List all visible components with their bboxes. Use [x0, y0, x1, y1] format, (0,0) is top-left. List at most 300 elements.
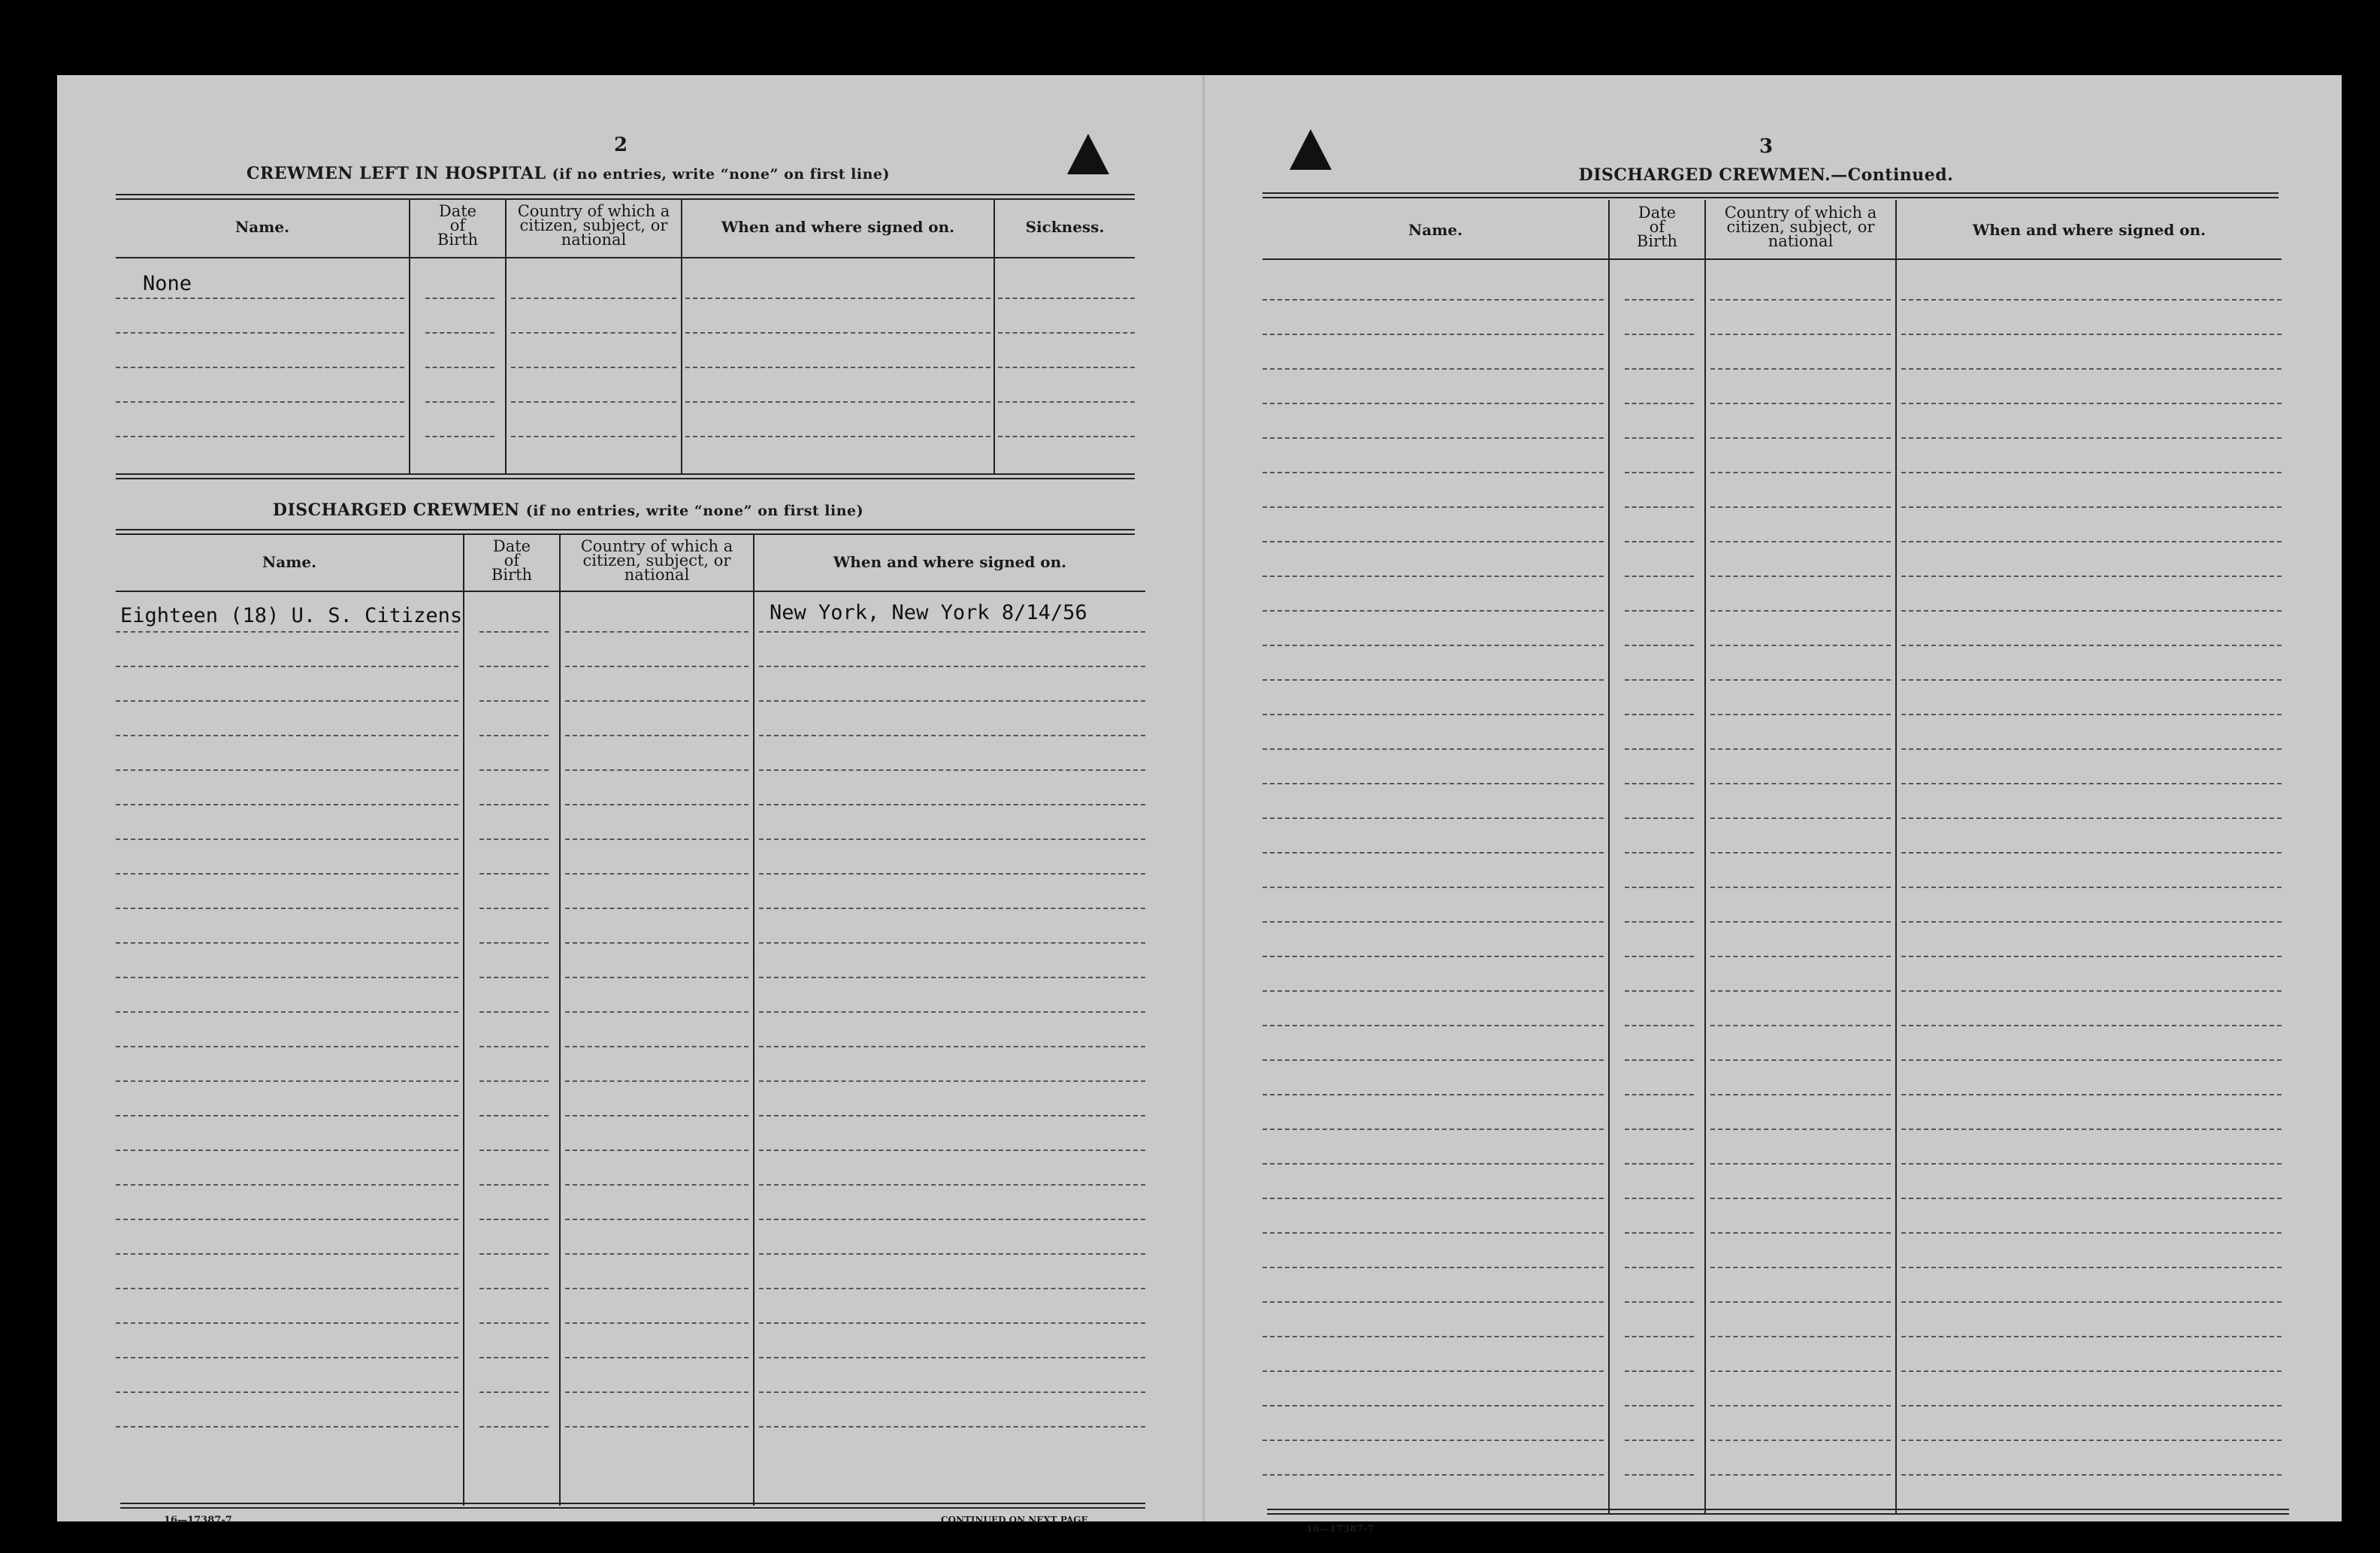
dashed-row-line — [1710, 1336, 1891, 1337]
hospital-col-name: Name. — [234, 218, 290, 236]
hospital-bottom-rule — [116, 473, 1135, 479]
discharged-title-text: DISCHARGED CREWMEN — [272, 500, 520, 520]
dashed-row-line — [1263, 748, 1604, 750]
dashed-row-line — [759, 666, 1145, 667]
dashed-row-line — [1263, 714, 1604, 715]
dashed-row-line — [116, 1011, 458, 1013]
dashed-row-line — [479, 1253, 549, 1255]
dashed-row-line — [998, 436, 1135, 437]
dashed-row-line — [479, 1322, 549, 1324]
dashed-row-line — [425, 436, 494, 437]
dashed-row-line — [1901, 679, 2282, 681]
continued-note: CONTINUED ON NEXT PAGE. — [941, 1515, 1091, 1525]
discharged-col-dob: Date of Birth — [491, 537, 533, 584]
dashed-row-line — [425, 332, 494, 334]
dashed-row-line — [1263, 541, 1604, 542]
dashed-row-line — [511, 401, 676, 403]
dashed-row-line — [1625, 1370, 1694, 1372]
dashed-row-line — [759, 735, 1145, 736]
dashed-row-line — [116, 1219, 458, 1220]
dashed-row-line — [565, 873, 748, 875]
dashed-row-line — [479, 873, 549, 875]
dashed-row-line — [1901, 403, 2282, 404]
dashed-row-line — [1710, 1059, 1891, 1061]
dashed-row-line — [759, 1322, 1145, 1324]
discharged-col-signed-on: When and where signed on. — [833, 553, 1067, 571]
dashed-row-line — [1710, 472, 1891, 473]
dashed-row-line — [1625, 1232, 1694, 1234]
dashed-row-line — [565, 1219, 748, 1220]
dashed-row-line — [1263, 921, 1604, 923]
dashed-row-line — [1901, 610, 2282, 612]
dashed-row-line — [1625, 1025, 1694, 1026]
dashed-row-line — [479, 769, 549, 771]
dashed-row-line — [565, 1184, 748, 1186]
dashed-row-line — [479, 700, 549, 702]
dashed-row-line — [1625, 645, 1694, 646]
dashed-row-line — [116, 769, 458, 771]
dashed-row-line — [1263, 1267, 1604, 1268]
dashed-row-line — [565, 1150, 748, 1151]
hospital-col-country: Country of which a citizen, subject, or national — [517, 202, 670, 249]
hospital-top-rule — [116, 194, 1135, 200]
dashed-row-line — [116, 1150, 458, 1151]
registration-triangle-icon — [1290, 129, 1332, 170]
dashed-row-line — [1625, 610, 1694, 612]
dashed-row-line — [998, 298, 1135, 299]
hospital-col-signed-on: When and where signed on. — [721, 218, 955, 236]
dashed-row-line — [1263, 1198, 1604, 1199]
dashed-row-line — [1710, 645, 1891, 646]
dashed-row-line — [116, 631, 458, 633]
dashed-row-line — [1901, 541, 2282, 542]
right-col-signed-on: When and where signed on. — [1972, 221, 2206, 239]
right-col-country: Country of which a citizen, subject, or national — [1724, 204, 1877, 250]
dashed-row-line — [116, 1288, 458, 1289]
dashed-row-line — [1901, 714, 2282, 715]
dashed-row-line — [1625, 334, 1694, 335]
dashed-row-line — [565, 666, 748, 667]
dashed-row-line — [1263, 1370, 1604, 1372]
dashed-row-line — [1263, 1440, 1604, 1441]
dashed-row-line — [116, 873, 458, 875]
dashed-row-line — [1263, 1336, 1604, 1337]
dashed-row-line — [1710, 1198, 1891, 1199]
dashed-row-line — [759, 977, 1145, 978]
dashed-row-line — [565, 1288, 748, 1289]
hospital-title-text: CREWMEN LEFT IN HOSPITAL — [246, 164, 546, 183]
dashed-row-line — [1263, 1025, 1604, 1026]
dashed-row-line — [759, 769, 1145, 771]
dashed-row-line — [1263, 368, 1604, 370]
dashed-row-line — [1625, 368, 1694, 370]
dashed-row-line — [565, 1357, 748, 1358]
dashed-row-line — [1263, 299, 1604, 301]
dashed-row-line — [479, 735, 549, 736]
dashed-row-line — [1901, 506, 2282, 508]
dashed-row-line — [1710, 1301, 1891, 1303]
dashed-row-line — [1263, 1301, 1604, 1303]
dashed-row-line — [1625, 714, 1694, 715]
dashed-row-line — [479, 1150, 549, 1151]
dashed-row-line — [479, 1011, 549, 1013]
dashed-row-line — [1263, 990, 1604, 992]
dashed-row-line — [1901, 1440, 2282, 1441]
dashed-row-line — [116, 804, 458, 805]
dashed-row-line — [1263, 817, 1604, 819]
dashed-row-line — [479, 908, 549, 909]
hospital-header-rule — [116, 257, 1135, 258]
right-top-rule — [1263, 192, 2279, 198]
dashed-row-line — [1901, 1025, 2282, 1026]
dashed-row-line — [998, 401, 1135, 403]
dashed-row-line — [1710, 368, 1891, 370]
dashed-row-line — [116, 332, 404, 334]
dashed-row-line — [759, 1253, 1145, 1255]
dashed-row-line — [759, 1011, 1145, 1013]
dashed-row-line — [479, 1288, 549, 1289]
dashed-row-line — [565, 1322, 748, 1324]
dashed-row-line — [116, 1115, 458, 1116]
dashed-row-line — [479, 804, 549, 805]
dashed-row-line — [759, 1115, 1145, 1116]
dashed-row-line — [1625, 541, 1694, 542]
dashed-row-line — [1901, 990, 2282, 992]
dashed-row-line — [1710, 748, 1891, 750]
right-header-rule — [1263, 258, 2282, 260]
dashed-row-line — [479, 631, 549, 633]
dashed-row-line — [1710, 1094, 1891, 1095]
dashed-row-line — [116, 436, 404, 437]
dashed-row-line — [1710, 1232, 1891, 1234]
dashed-row-line — [759, 908, 1145, 909]
dashed-row-line — [1710, 1267, 1891, 1268]
dashed-row-line — [1625, 576, 1694, 577]
right-col-name: Name. — [1408, 221, 1463, 239]
dashed-row-line — [565, 1391, 748, 1393]
dashed-row-line — [565, 942, 748, 944]
dashed-row-line — [1625, 1474, 1694, 1476]
dashed-row-line — [1901, 368, 2282, 370]
dashed-row-line — [116, 1046, 458, 1047]
dashed-row-line — [565, 1426, 748, 1428]
dashed-row-line — [511, 436, 676, 437]
dashed-row-line — [1263, 1059, 1604, 1061]
dashed-row-line — [1263, 576, 1604, 577]
dashed-row-line — [1625, 748, 1694, 750]
dashed-row-line — [1625, 299, 1694, 301]
dashed-row-line — [479, 1426, 549, 1428]
page-number: 2 — [613, 134, 628, 156]
dashed-row-line — [1710, 1163, 1891, 1165]
dashed-row-line — [565, 908, 748, 909]
dashed-row-line — [1625, 1301, 1694, 1303]
discharged-col-line — [559, 535, 561, 1506]
dashed-row-line — [1901, 334, 2282, 335]
dashed-row-line — [1625, 887, 1694, 888]
dashed-row-line — [759, 631, 1145, 633]
dashed-row-line — [1263, 783, 1604, 784]
dashed-row-line — [1710, 921, 1891, 923]
dashed-row-line — [116, 666, 458, 667]
dashed-row-line — [1901, 1370, 2282, 1372]
dashed-row-line — [511, 367, 676, 368]
dashed-row-line — [425, 401, 494, 403]
dashed-row-line — [1901, 921, 2282, 923]
discharged-section-title — [117, 500, 1019, 520]
dashed-row-line — [998, 332, 1135, 334]
hospital-title-note: (if no entries, write “none” on first line) — [552, 166, 891, 183]
discharged-top-rule — [116, 529, 1135, 535]
hospital-entry-none: None — [143, 272, 192, 295]
dashed-row-line — [1710, 817, 1891, 819]
dashed-row-line — [1263, 1474, 1604, 1476]
dashed-row-line — [1901, 1405, 2282, 1406]
dashed-row-line — [1901, 748, 2282, 750]
dashed-row-line — [1625, 1163, 1694, 1165]
dashed-row-line — [998, 367, 1135, 368]
dashed-row-line — [479, 666, 549, 667]
dashed-row-line — [759, 1150, 1145, 1151]
dashed-row-line — [479, 1080, 549, 1082]
dashed-row-line — [1625, 921, 1694, 923]
left-page — [57, 75, 1260, 1526]
dashed-row-line — [1710, 679, 1891, 681]
dashed-row-line — [1901, 645, 2282, 646]
dashed-row-line — [116, 838, 458, 840]
discharged-col-line — [463, 535, 464, 1506]
right-col-line — [1608, 200, 1610, 1513]
hospital-col-line — [681, 200, 682, 473]
dashed-row-line — [565, 769, 748, 771]
dashed-row-line — [1901, 1163, 2282, 1165]
dashed-row-line — [1625, 956, 1694, 957]
dashed-row-line — [1710, 852, 1891, 854]
dashed-row-line — [565, 1046, 748, 1047]
dashed-row-line — [1710, 334, 1891, 335]
dashed-row-line — [479, 942, 549, 944]
dashed-row-line — [1263, 956, 1604, 957]
dashed-row-line — [1625, 1198, 1694, 1199]
dashed-row-line — [479, 1357, 549, 1358]
dashed-row-line — [1710, 1128, 1891, 1130]
dashed-row-line — [565, 838, 748, 840]
dashed-row-line — [116, 1391, 458, 1393]
dashed-row-line — [1625, 990, 1694, 992]
dashed-row-line — [685, 436, 990, 437]
dashed-row-line — [1710, 714, 1891, 715]
dashed-row-line — [1710, 887, 1891, 888]
dashed-row-line — [1625, 403, 1694, 404]
dashed-row-line — [116, 908, 458, 909]
right-col-line — [1895, 200, 1897, 1513]
dashed-row-line — [759, 1391, 1145, 1393]
discharged-entry-name: Eighteen (18) U. S. Citizens — [120, 604, 463, 627]
dashed-row-line — [1901, 783, 2282, 784]
hospital-col-sickness: Sickness. — [1025, 218, 1105, 236]
dashed-row-line — [1263, 1094, 1604, 1095]
dashed-row-line — [1710, 437, 1891, 439]
dashed-row-line — [685, 401, 990, 403]
right-col-dob: Date of Birth — [1636, 204, 1678, 250]
dashed-row-line — [759, 838, 1145, 840]
dashed-row-line — [1901, 1474, 2282, 1476]
dashed-row-line — [1625, 506, 1694, 508]
dashed-row-line — [759, 1046, 1145, 1047]
dashed-row-line — [1710, 1025, 1891, 1026]
dashed-row-line — [1710, 1370, 1891, 1372]
dashed-row-line — [479, 1184, 549, 1186]
dashed-row-line — [1263, 403, 1604, 404]
hospital-col-line — [993, 200, 995, 473]
dashed-row-line — [116, 1253, 458, 1255]
dashed-row-line — [1710, 541, 1891, 542]
dashed-row-line — [1625, 472, 1694, 473]
registration-triangle-icon — [1067, 134, 1109, 174]
dashed-row-line — [479, 838, 549, 840]
dashed-row-line — [565, 1253, 748, 1255]
dashed-row-line — [565, 700, 748, 702]
dashed-row-line — [1263, 437, 1604, 439]
dashed-row-line — [1625, 852, 1694, 854]
dashed-row-line — [1901, 1267, 2282, 1268]
dashed-row-line — [1710, 990, 1891, 992]
dashed-row-line — [1901, 887, 2282, 888]
dashed-row-line — [1901, 817, 2282, 819]
dashed-row-line — [1625, 1128, 1694, 1130]
dashed-row-line — [565, 631, 748, 633]
dashed-row-line — [1263, 334, 1604, 335]
dashed-row-line — [1263, 610, 1604, 612]
dashed-row-line — [1625, 1336, 1694, 1337]
dashed-row-line — [1263, 1232, 1604, 1234]
dashed-row-line — [1901, 852, 2282, 854]
discharged-title-note: (if no entries, write “none” on first line) — [525, 503, 864, 519]
dashed-row-line — [479, 1046, 549, 1047]
page-number: 3 — [1759, 135, 1774, 158]
discharged-col-country: Country of which a citizen, subject, or national — [580, 537, 733, 584]
dashed-row-line — [759, 1288, 1145, 1289]
dashed-row-line — [1625, 1094, 1694, 1095]
dashed-row-line — [759, 1357, 1145, 1358]
dashed-row-line — [565, 1011, 748, 1013]
dashed-row-line — [1263, 645, 1604, 646]
form-number: 16—17387-7 — [164, 1515, 232, 1526]
dashed-row-line — [759, 804, 1145, 805]
right-col-line — [1704, 200, 1706, 1513]
dashed-row-line — [565, 1080, 748, 1082]
dashed-row-line — [1710, 610, 1891, 612]
dashed-row-line — [759, 1219, 1145, 1220]
dashed-row-line — [759, 1080, 1145, 1082]
dashed-row-line — [1263, 1405, 1604, 1406]
hospital-section-title — [117, 164, 1019, 183]
dashed-row-line — [1625, 1059, 1694, 1061]
dashed-row-line — [511, 332, 676, 334]
dashed-row-line — [116, 401, 404, 403]
dashed-row-line — [1625, 1440, 1694, 1441]
dashed-row-line — [116, 1080, 458, 1082]
dashed-row-line — [1710, 576, 1891, 577]
dashed-row-line — [1710, 403, 1891, 404]
dashed-row-line — [565, 804, 748, 805]
dashed-row-line — [1710, 1440, 1891, 1441]
dashed-row-line — [1901, 1094, 2282, 1095]
dashed-row-line — [1901, 1198, 2282, 1199]
dashed-row-line — [759, 942, 1145, 944]
dashed-row-line — [1263, 852, 1604, 854]
dashed-row-line — [1901, 437, 2282, 439]
dashed-row-line — [685, 367, 990, 368]
dashed-row-line — [1625, 1405, 1694, 1406]
dashed-row-line — [425, 367, 494, 368]
discharged-col-line — [753, 535, 755, 1506]
right-section-title: DISCHARGED CREWMEN.—Continued. — [1578, 165, 1954, 185]
dashed-row-line — [1263, 1128, 1604, 1130]
dashed-row-line — [1263, 472, 1604, 473]
discharged-bottom-rule — [120, 1503, 1145, 1509]
dashed-row-line — [759, 1426, 1145, 1428]
dashed-row-line — [1901, 576, 2282, 577]
form-number: 16—17387-7 — [1306, 1524, 1374, 1535]
dashed-row-line — [116, 942, 458, 944]
dashed-row-line — [1901, 299, 2282, 301]
dashed-row-line — [479, 977, 549, 978]
dashed-row-line — [1901, 1059, 2282, 1061]
dashed-row-line — [1901, 1336, 2282, 1337]
dashed-row-line — [1710, 1474, 1891, 1476]
dashed-row-line — [479, 1391, 549, 1393]
dashed-row-line — [1710, 506, 1891, 508]
dashed-row-line — [116, 735, 458, 736]
dashed-row-line — [1901, 472, 2282, 473]
hospital-col-dob: Date of Birth — [437, 202, 479, 249]
dashed-row-line — [116, 367, 404, 368]
dashed-row-line — [116, 700, 458, 702]
dashed-row-line — [479, 1115, 549, 1116]
dashed-row-line — [565, 1115, 748, 1116]
dashed-row-line — [1263, 1163, 1604, 1165]
dashed-row-line — [685, 298, 990, 299]
discharged-header-rule — [116, 591, 1145, 592]
dashed-row-line — [565, 977, 748, 978]
dashed-row-line — [116, 1426, 458, 1428]
dashed-row-line — [116, 1322, 458, 1324]
dashed-row-line — [1901, 956, 2282, 957]
dashed-row-line — [479, 1219, 549, 1220]
dashed-row-line — [116, 298, 404, 299]
dashed-row-line — [1625, 1267, 1694, 1268]
dashed-row-line — [1710, 956, 1891, 957]
dashed-row-line — [565, 735, 748, 736]
dashed-row-line — [1263, 679, 1604, 681]
dashed-row-line — [1625, 783, 1694, 784]
dashed-row-line — [116, 977, 458, 978]
discharged-entry-signed-on: New York, New York 8/14/56 — [770, 601, 1087, 624]
dashed-row-line — [759, 873, 1145, 875]
discharged-col-name: Name. — [262, 553, 317, 571]
dashed-row-line — [1625, 437, 1694, 439]
dashed-row-line — [1625, 679, 1694, 681]
right-page — [1263, 75, 2342, 1535]
dashed-row-line — [685, 332, 990, 334]
dashed-row-line — [1263, 506, 1604, 508]
dashed-row-line — [116, 1184, 458, 1186]
dashed-row-line — [1901, 1232, 2282, 1234]
dashed-row-line — [1710, 1405, 1891, 1406]
dashed-row-line — [425, 298, 494, 299]
dashed-row-line — [759, 700, 1145, 702]
